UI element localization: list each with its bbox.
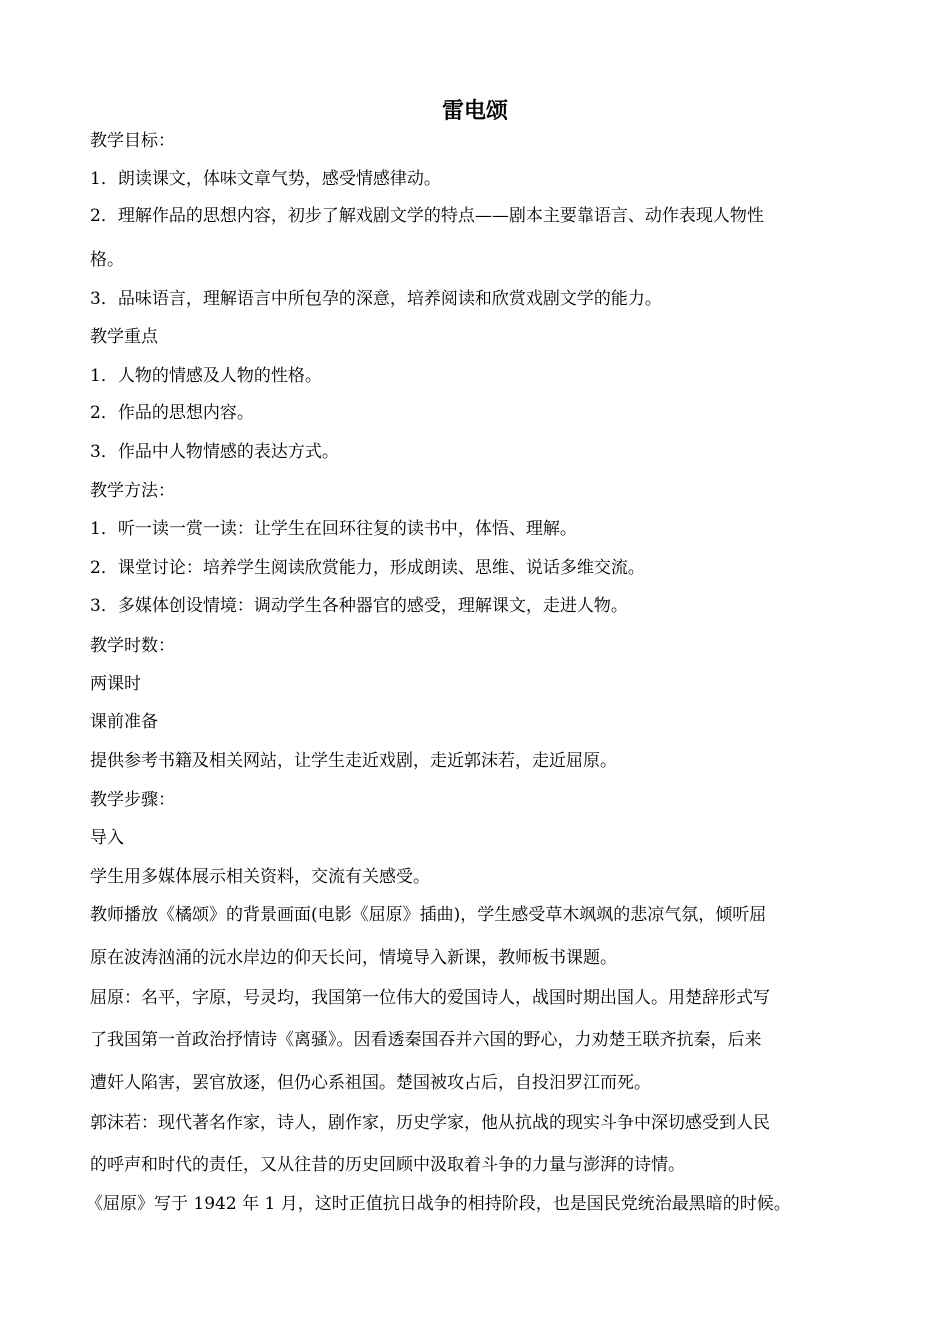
heading-teaching-objectives: 教学目标： bbox=[90, 131, 175, 151]
guomoruo-bio-line-2: 的呼声和时代的责任，又从往昔的历史回顾中汲取着斗争的力量与澎湃的诗情。 bbox=[90, 1155, 685, 1175]
guomoruo-bio-line-1: 郭沫若：现代著名作家，诗人，剧作家，历史学家，他从抗战的现实斗争中深切感受到人民 bbox=[90, 1113, 770, 1133]
method-item-3: 3．多媒体创设情境：调动学生各种器官的感受，理解课文，走进人物。 bbox=[90, 596, 628, 616]
objective-item-2: 2．理解作品的思想内容，初步了解戏剧文学的特点——剧本主要靠语言、动作表现人物性 bbox=[90, 206, 764, 226]
preparation-text: 提供参考书籍及相关网站，让学生走近戏剧，走近郭沫若，走近屈原。 bbox=[90, 751, 617, 771]
focus-item-3: 3．作品中人物情感的表达方式。 bbox=[90, 442, 339, 462]
heading-teaching-steps: 教学步骤： bbox=[90, 790, 175, 810]
quyuan-play-context: 《屈原》写于 1942 年 1 月，这时正值抗日战争的相持阶段，也是国民党统治最黑暗的时候。 bbox=[86, 1194, 791, 1214]
focus-item-2: 2．作品的思想内容。 bbox=[90, 403, 254, 423]
quyuan-bio-line-1: 屈原：名平，字原，号灵均，我国第一位伟大的爱国诗人，战国时期出国人。用楚辞形式写 bbox=[90, 988, 770, 1008]
quyuan-bio-line-2: 了我国第一首政治抒情诗《离骚》。因看透秦国吞并六国的野心，力劝楚王联齐抗秦，后来 bbox=[90, 1030, 762, 1050]
heading-introduction: 导入 bbox=[90, 828, 124, 848]
heading-preparation: 课前准备 bbox=[90, 712, 158, 732]
focus-item-1: 1．人物的情感及人物的性格。 bbox=[90, 366, 322, 386]
objective-item-3: 3．品味语言，理解语言中所包孕的深意，培养阅读和欣赏戏剧文学的能力。 bbox=[90, 289, 662, 309]
objective-item-2-continued: 格。 bbox=[90, 250, 124, 270]
document-title: 雷电颂 bbox=[441, 99, 508, 124]
objective-item-1: 1．朗读课文，体味文章气势，感受情感律动。 bbox=[90, 169, 441, 189]
method-item-1: 1．听一读一赏一读：让学生在回环往复的读书中，体悟、理解。 bbox=[90, 519, 577, 539]
quyuan-bio-line-3: 遭奸人陷害，罢官放逐，但仍心系祖国。楚国被攻占后，自投汨罗江而死。 bbox=[90, 1073, 651, 1093]
class-hours-value: 两课时 bbox=[90, 674, 141, 694]
intro-text-2: 教师播放《橘颂》的背景画面(电影《屈原》插曲)，学生感受草木飒飒的悲凉气氛，倾听屈 bbox=[90, 905, 767, 925]
method-item-2: 2．课堂讨论：培养学生阅读欣赏能力，形成朗读、思维、说话多维交流。 bbox=[90, 558, 645, 578]
heading-class-hours: 教学时数： bbox=[90, 636, 175, 656]
heading-teaching-focus: 教学重点 bbox=[90, 327, 158, 347]
heading-teaching-methods: 教学方法： bbox=[90, 481, 175, 501]
intro-text-2-continued: 原在波涛汹涌的沅水岸边的仰天长问，情境导入新课，教师板书课题。 bbox=[90, 948, 617, 968]
intro-text-1: 学生用多媒体展示相关资料，交流有关感受。 bbox=[90, 867, 430, 887]
